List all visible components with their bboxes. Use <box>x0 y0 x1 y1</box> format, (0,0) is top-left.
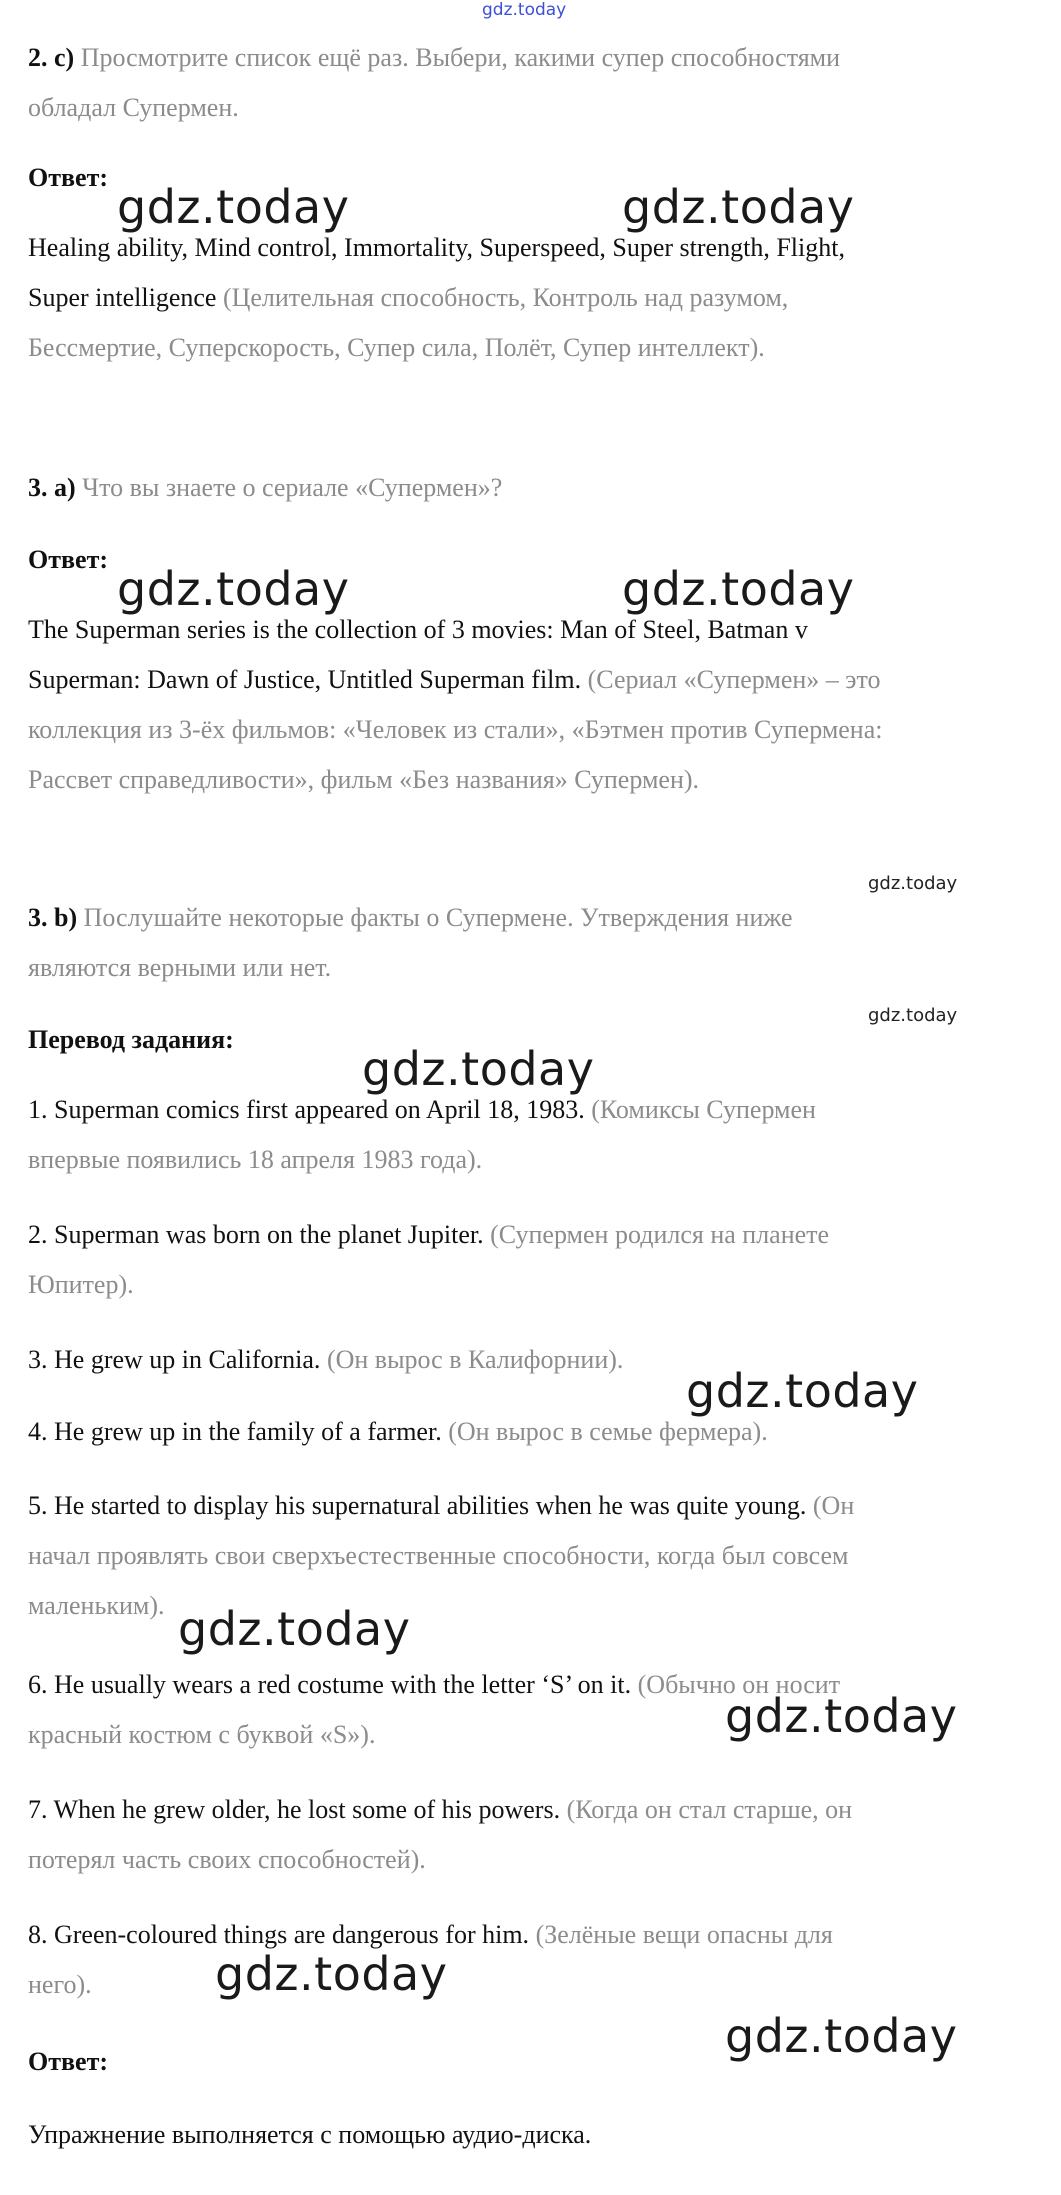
statement-6-line-1 <box>28 1667 840 1703</box>
statement-5-ru: (Он <box>806 1491 855 1520</box>
translation-label: Перевод задания: <box>28 1025 234 1054</box>
statement-1-line-2: впервые появились 18 апреля 1983 года). <box>28 1145 483 1174</box>
statement-8-ru: (Зелёные вещи опасны для <box>529 1920 833 1949</box>
answer-3b-text: Упражнение выполняется с помощью аудио-диска. <box>28 2120 592 2149</box>
answer-2c-line-2 <box>28 280 788 316</box>
statement-3-ru: (Он вырос в Калифорнии). <box>320 1345 624 1374</box>
watermark: gdz.today <box>215 1947 448 2001</box>
statement-4-line-1 <box>28 1414 768 1450</box>
statement-1-ru: (Комиксы Супермен <box>584 1095 816 1124</box>
answer-3a-line-3: коллекция из 3-ёх фильмов: «Человек из стали», «Бэтмен против Супермена: <box>28 715 883 744</box>
task-2c-text: Просмотрите список ещё раз. Выбери, какими супер способностями <box>80 43 841 72</box>
answer-3a-line-4: Рассвет справедливости», фильм «Без названия» Супермен). <box>28 765 700 794</box>
statement-7-ru: (Когда он стал старше, он <box>560 1795 853 1824</box>
answer-3a-label: Ответ: <box>28 545 109 574</box>
statement-4-ru: (Он вырос в семье фермера). <box>441 1417 768 1446</box>
task-3b-line-1 <box>28 900 793 936</box>
watermark: gdz.today <box>622 562 855 616</box>
small-watermark: gdz.today <box>868 1005 958 1026</box>
task-3a-number: 3. a) <box>28 473 76 502</box>
small-watermark: gdz.today <box>868 873 958 894</box>
watermark: gdz.today <box>362 1042 595 1096</box>
statement-7-line-1 <box>28 1792 852 1828</box>
watermark: gdz.today <box>686 1364 919 1418</box>
statement-8-line-2: него). <box>28 1970 92 1999</box>
task-3a-text: Что вы знаете о сериале «Супермен»? <box>82 473 503 502</box>
task-3b-number: 3. b) <box>28 903 78 932</box>
statement-2-ru: (Супермен родился на планете <box>483 1220 830 1249</box>
statement-3-line-1 <box>28 1342 623 1378</box>
answer-2c-line-1: Healing ability, Mind control, Immortality, Superspeed, Super strength, Flight, <box>28 233 845 262</box>
statement-5-line-3: маленьким). <box>28 1591 165 1620</box>
statement-5-line-2: начал проявлять свои сверхъестественные способности, когда был совсем <box>28 1541 849 1570</box>
statement-6-ru: (Обычно он носит <box>631 1670 841 1699</box>
answer-2c-line-3: Бессмертие, Суперскорость, Супер сила, Полёт, Супер интеллект). <box>28 333 765 362</box>
task-2c-number: 2. c) <box>28 43 75 72</box>
answer-3a-line-1: The Superman series is the collection of 3 movies: Man of Steel, Batman v <box>28 615 808 644</box>
watermark: gdz.today <box>725 2009 958 2063</box>
statement-5-line-1 <box>28 1488 854 1524</box>
statement-4-en: 4. He grew up in the family of a farmer. <box>28 1417 442 1446</box>
task-2c-line-1 <box>28 40 840 76</box>
watermark: gdz.today <box>725 1689 958 1743</box>
answer-3b-label: Ответ: <box>28 2047 109 2076</box>
statement-8-en: 8. Green-coloured things are dangerous for him. <box>28 1920 530 1949</box>
task-2c-line-2: обладал Супермен. <box>28 93 239 122</box>
statement-7-en: 7. When he grew older, he lost some of his powers. <box>28 1795 561 1824</box>
watermark: gdz.today <box>622 180 855 234</box>
statement-2-line-2: Юпитер). <box>28 1270 134 1299</box>
statement-6-line-2: красный костюм с буквой «S»). <box>28 1720 376 1749</box>
answer-3a-line-2 <box>28 662 880 698</box>
statement-1-line-1 <box>28 1092 816 1128</box>
statement-3-en: 3. He grew up in California. <box>28 1345 321 1374</box>
answer-3a-en: Superman: Dawn of Justice, Untitled Superman film. <box>28 665 582 694</box>
answer-2c-label: Ответ: <box>28 163 109 192</box>
task-3a-line <box>28 470 502 506</box>
statement-5-en: 5. He started to display his supernatural abilities when he was quite young. <box>28 1491 807 1520</box>
statement-1-en: 1. Superman comics first appeared on April 18, 1983. <box>28 1095 585 1124</box>
watermark: gdz.today <box>178 1602 411 1656</box>
top-watermark: gdz.today <box>482 0 567 20</box>
answer-3a-ru: (Сериал «Супермен» – это <box>581 665 881 694</box>
answer-2c-ru: (Целительная способность, Контроль над разумом, <box>216 283 789 312</box>
statement-2-en: 2. Superman was born on the planet Jupiter. <box>28 1220 484 1249</box>
watermark: gdz.today <box>117 180 350 234</box>
answer-2c-en: Super intelligence <box>28 283 217 312</box>
task-3b-line-2: являются верными или нет. <box>28 953 332 982</box>
statement-6-en: 6. He usually wears a red costume with the letter ‘S’ on it. <box>28 1670 632 1699</box>
watermark: gdz.today <box>117 562 350 616</box>
task-3b-text: Послушайте некоторые факты о Супермене. Утверждения ниже <box>83 903 793 932</box>
statement-2-line-1 <box>28 1217 829 1253</box>
statement-7-line-2: потерял часть своих способностей). <box>28 1845 426 1874</box>
